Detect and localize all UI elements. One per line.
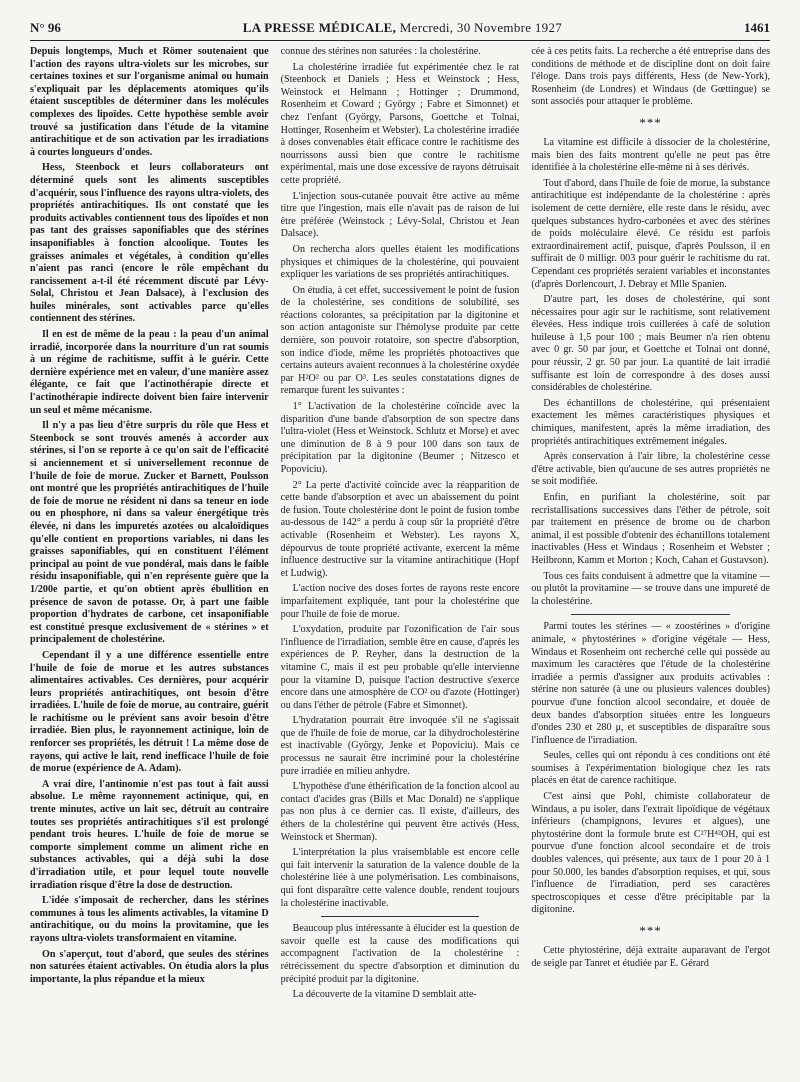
paragraph: Cependant il y a une différence essentielle entre l'huile de foie de morue et les autres substances alimentaires activables. Ces dernières, pour acquérir leurs propriétés antirachitiques, ont besoin d'être irradiées. L'huile de foie de morue, au contraire, guérit le rachitisme ou le prévient sans avoir besoin d'être irradiée. Bien plus, le rayonnement actinique, loin de renforcer ses propriétés, les détruit ! La même dose de rayons, qui active le lait, rend inefficace l'huile de foie de morue (expérience de A. Adam). [30, 649, 269, 775]
paragraph: L'idée s'imposait de rechercher, dans les stérines communes à tous les aliments activables, la vitamine D antirachitique, ou du moins la provitamine, que les rayons ultra-violets transformaient en vitamine. [30, 895, 269, 944]
paragraph: Parmi toutes les stérines — « zoostérines » d'origine animale, « phytostérines » d'origine végétale — Hess, Windaus et Rosenheim ont recherché celle qui possède au maximum les caractères que l'étude de la cholestérine irradiée a permis d'assigner aux produits activables : stérine non saturée (à une ou plusieurs valences doubles) pourvue d'une fonction alcool secondaire, et douée de deux bandes d'absorption situées entre les longueurs d'ondes 230 et 280 μ, et susceptibles de disparaître sous l'influence de l'irradiation. [531, 621, 770, 746]
paragraph: Des échantillons de cholestérine, qui présentaient exactement les mêmes caractéristiques physiques et chimiques, manifestent, après la même irradiation, des propriétés antirachitiques extrêmement inégales. [531, 397, 770, 447]
paragraph: L'hydratation pourrait être invoquée s'il ne s'agissait que de l'huile de foie de morue, car la dihydrocholestérine est inactivable (György, Jenke et Popoviciu). Mais ce processus ne saurait être incriminé pour la cholestérine pure irradiée en milieu anhydre. [280, 715, 520, 777]
paragraph: Tous ces faits conduisent à admettre que la vitamine — ou plutôt la provitamine — se trouve dans une impureté de la cholestérine. [531, 570, 770, 607]
paragraph: L'oxydation, produite par l'ozonification de l'air sous l'influence de l'irradiation, semble être en cause, d'après les expériences de P. Reyher, dans la destruction de la vitamine C, mais il est peu probable qu'elle intervienne pour la vitamine D, puisque l'action destructive s'exerce encore dans une atmosphère de CO² ou d'azote (Hottinger) ou dans l'éther de pétrole (Fabre et Simonnet). [280, 624, 520, 711]
paragraph: L'hypothèse d'une éthérification de la fonction alcool au contact d'acides gras (Bills et Mac Donald) ne s'applique pas non plus à ce dernier cas. Il existe, d'ailleurs, des éthers de la cholestérine qui peuvent être activés (Hess, Weinstock et Sherman). [280, 781, 520, 843]
header-rule [30, 40, 770, 41]
running-header [30, 20, 770, 40]
section-asterism: *** [639, 114, 662, 130]
paragraph: 1° L'activation de la cholestérine coïncide avec la disparition d'une bande d'absorption de son spectre dans l'ultra-violet (Hess et Weinstock. Schlutz et Morse) et avec une diminution de 8 à 9 pour 100 dans son taux de précipitation par la digitonine (Beumer ; Nitzesco et Popoviciu). [280, 401, 520, 475]
paragraph: Seules, celles qui ont répondu à ces conditions ont été soumises à l'expérimentation biologique chez les rats placés en état de carence rachitique. [531, 750, 770, 787]
paragraph: Il en est de même de la peau : la peau d'un animal irradié, incorporée dans la nourriture d'un rat soumis à un régime de rachitisme, suffit à le guérir. Cette dernière expérience met en valeur, d'une manière assez élégante, ce fait que l'actinothérapie directe et l'actinothérapie indirecte doivent bien faire intervenir un seul et même mécanisme. [30, 329, 269, 416]
paragraph: L'interprétation la plus vraisemblable est encore celle qui fait intervenir la saturation de la valence double de la cholestérine liée à une polymérisation. Les combinaisons, qui font disparaître cette valence double, rendent toujours la cholestérine inactivable. [280, 847, 520, 909]
paragraph: La vitamine est difficile à dissocier de la cholestérine, mais bien des faits montrent qu'elle ne peut pas être identifiée à la cholestérine elle-même ni à ses dérivés. [531, 136, 770, 174]
column-2 [281, 46, 520, 1072]
article-columns [30, 46, 770, 1072]
section-asterism: *** [639, 923, 662, 938]
paragraph: cée à ces petits faits. La recherche a été entreprise dans des conditions de méthode et de discipline dont on doit faire l'éloge. Dans trois pays différents, Hess (de New-York), Rosenheim (de Londres) et Windaus (de Gœttingue) se sont associés pour attaquer le problème. [531, 46, 770, 108]
paragraph: La découverte de la vitamine D semblait atte- [292, 989, 477, 1001]
paragraph: Enfin, en purifiant la cholestérine, soit par recristallisations successives dans l'éther de pétrole, soit par traitement en présence de brome ou de charbon animal, il est possible d'obtenir des échantillons totalement inactivables (Hess et Windaus ; Rosenheim et Webster ; Heilbronn, Kamm et Morton ; Koch, Cahan et Gustavson). [531, 492, 770, 566]
paragraph: Cette phytostérine, déjà extraite auparavant de l'ergot de seigle par Tanret et étudiée par E. Gérard [531, 945, 770, 969]
paragraph: A vrai dire, l'antinomie n'est pas tout à fait aussi absolue. Le même rayonnement actinique, qui, en trente minutes, active un lait sec, détruit au contraire toutes ses propriétés antirachitiques s'il est prolongé pendant trois heures. L'huile de foie de morue se comporte simplement comme un aliment riche en substances activables, qui a déjà subi la dose d'irradiation utile, et pour lequel toute nouvelle irradiation risque d'être la dose de destruction. [30, 778, 269, 891]
paragraph: On s'aperçut, tout d'abord, que seules des stérines non saturées étaient activables. On étudia alors la plus importante, la plus répandue et la mieux [30, 948, 269, 985]
paragraph: L'injection sous-cutanée pouvait être active au même titre que l'ingestion, mais elle n'avait pas de raison de lui être préférée (Weinstock ; Lévy-Solal, Christou et Jean Dalsace). [280, 190, 520, 240]
paragraph: Hess, Steenbock et leurs collaborateurs ont déterminé quels sont les aliments susceptibles d'acquérir, sous l'influence des rayons ultra-violets, des propriétés antirachitiques. Ils ont constaté que les produits activables contiennent tous des lipoïdes et non pas tant des graisses saponifiables que des stérines insaponifiables à fonction alcoolique. Toutes les graisses animales et végétales, à condition qu'elles n'aient pas ranci (encore le rôle empêchant du rancissement a-t-il été récemment discuté par Lévy-Solal, Christou et Jean Dalsace), à l'exclusion des huiles minérales, sont activables parce qu'elles contiennent des stérines. [30, 162, 269, 325]
section-divider [571, 614, 730, 615]
journal-title-line [243, 20, 562, 36]
paragraph: Depuis longtemps, Much et Römer soutenaient que l'action des rayons ultra-violets sur les microbes, sur certaines toxines et sur l'organisme animal ou humain s'expliquait par les déplacements atomiques qu'ils étaient susceptibles de déterminer dans les molécules complexes des lipoïdes. Cette hypothèse semble avoir trouvé sa justification dans l'étude de la vitamine antirachitique et de son activation par les irradiations à courtes longueurs d'ondes. [30, 46, 269, 158]
paragraph: La cholestérine irradiée fut expérimentée chez le rat (Steenbock et Daniels ; Hess et Weinstock ; Hess, Weinstock et Helmann ; Hottinger ; Drummond, Rosenheim et Coward ; György ; Fabre et Simonnet) et chez l'enfant (György, Parsons, Goettche et Tolnai, Hottinger, Rosenheim et Webster). La cholestérine irradiée à doses convenables était efficace contre le rachitisme des nourrissons aussi bien que contre le rachitisme expérimental, mais une dose excessive de rayons détruisait cette propriété. [280, 61, 520, 186]
issue-number: N° 96 [30, 20, 61, 35]
paragraph: 2° La perte d'activité coïncide avec la réapparition de cette bande d'absorption et avec un abaissement du point de fusion. Toute cholestérine dont le point de fusion tombe au-dessous de 142° a perdu à coup sûr la propriété d'être activable (Rosenheim et Webster). Les rayons X, dépourvus de toute propriété activante, exercent la même influence destructive sur la vitamine antirachitique (Hopf et Ludwig). [280, 479, 520, 579]
paragraph: Après conservation à l'air libre, la cholestérine cesse d'être activable, bien qu'aucune de ses autres propriétés ne se soit modifiée. [531, 451, 770, 488]
paragraph: L'action nocive des doses fortes de rayons reste encore imparfaitement expliquée, tant pour la cholestérine que pour l'huile de foie de morue. [280, 583, 520, 620]
column-3 [531, 46, 770, 1072]
paragraph: Tout d'abord, dans l'huile de foie de morue, la substance antirachitique est indépendante de la cholestérine : après isolement de cette dernière, elle reste dans le résidu, avec quelques substances hydro-carbonées et avec des stérines de poids moléculaire élevé. Ce résidu est parfois extraordinairement actif, puisque, d'après Poulsson, il en suffirait de 0 milligr. 003 pour guérir le rachitisme du rat. Cependant ces propriétés seraient variables et inconstantes (d'après Dorlencourt, J. Debray et Mlle Spanien. [531, 177, 770, 290]
paragraph: Beaucoup plus intéressante à élucider est la question de savoir quelle est la cause des modifications qui accompagnent l'activation de la cholestérine : rétrécissement du spectre d'absorption et diminution du précipité produit par la digitonine. [280, 923, 520, 985]
paragraph: connue des stérines non saturées : la cholestérine. [280, 46, 481, 57]
column-1 [30, 46, 269, 1072]
paragraph: On rechercha alors quelles étaient les modifications physiques et chimiques de la cholestérine, qui pouvaient expliquer les variations de ses propriétés antirachitiques. [280, 243, 520, 281]
journal-title: LA PRESSE MÉDICALE, [242, 20, 397, 35]
paragraph: C'est ainsi que Pohl, chimiste collaborateur de Windaus, a pu isoler, dans l'extrait lipoïdique de végétaux inférieurs (champignons, levures et algues), une phytostérine dont la formule brute est C²⁷H⁴²OH, qui est pourvue d'une fonction alcool secondaire et de trois doubles valences, qui présente, aux taux de 1 pour 20 à 1 pour 50.000, les bandes d'absorption requises, et qui, sous l'influence de l'irradiation, perd ses caractères spectroscopiques et cesse d'être précipitable par la digitonine. [531, 791, 770, 916]
issue-date: Mercredi, 30 Novembre 1927 [399, 20, 563, 35]
paragraph: Il n'y a pas lieu d'être surpris du rôle que Hess et Steenbock se sont trouvés amenés à accorder aux stérines, si l'on se reporte à ce qu'on sait de l'efficacité si anciennement et si universellement reconnue de l'huile de foie de morue. Zucker et Barnett, Poulsson ont montré que les propriétés antirachitiques de l'huile de foie de morue ne résident ni dans sa teneur en iode ou en phosphore, ni dans sa valeur énergétique très élevée, ni dans les impuretés azotées ou alcaloïdiques qu'elle contient en proportions variables, ni dans les graisses saponifiables, qui en constituent l'élément principal au point de vue pondéral, mais dans le faible résidu insaponifiable, qui n'en représente guère que la 1/200e partie, et qu'on obtient après ébullition en présence de savon de potasse. Or, à part une faible proportion d'hydrates de carbone, cet insaponifiable est constitué presque exclusivement de « stérines » et principalement de cholestérine. [30, 420, 269, 646]
page-number: 1461 [744, 20, 770, 35]
paragraph: On étudia, à cet effet, successivement le point de fusion de la cholestérine, ses conditions de solubilité, ses réactions colorantes, sa précipitation par la digitonine et son action antagoniste sur l'hémolyse produite par cette dernière, son pouvoir rotatoire, son spectre d'absorption, son indice d'iode, même les propriétés photoactives que certains auteurs avaient reconnues à la cholestérine oxydée par H²O² ou par O³. Les seules constatations dignes de remarque furent les suivantes : [280, 284, 520, 397]
paragraph: D'autre part, les doses de cholestérine, qui sont nécessaires pour agir sur le rachitisme, sont relativement élevées. Hess indique trois cuillerées à café de solution huileuse à 1,5 pour 100 ; mais Beumer n'a rien obtenu avec 0 gr. 50 par jour, et Goettche et Tolnai ont donné, pour réussir, 2 gr. 50 par jour. La quantité de lait irradié suffisante est loin de correspondre à des doses aussi considérables de cholestérine. [531, 294, 770, 394]
section-divider [321, 916, 480, 917]
